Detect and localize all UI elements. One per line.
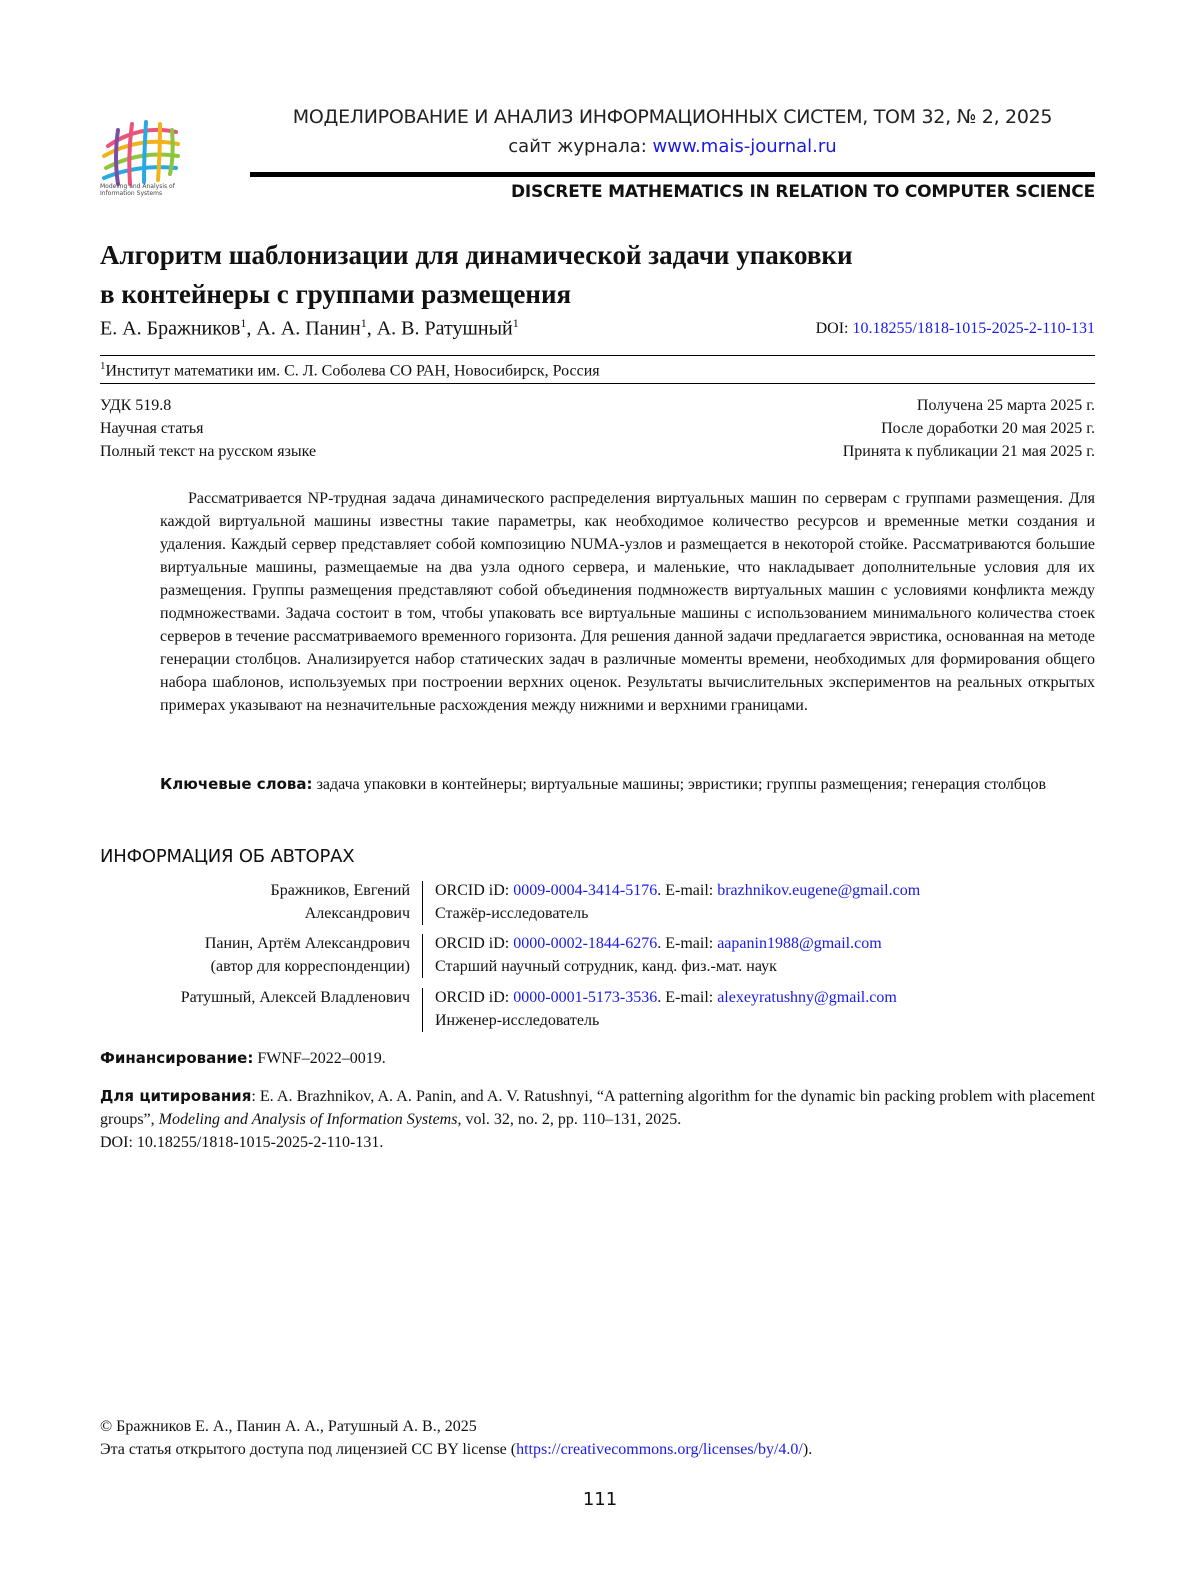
email-label: . E-mail: [657,935,714,952]
author-name: Е. А. Бражников [100,317,241,340]
journal-site-line [250,136,1095,157]
citation [100,1085,1095,1154]
article-dates [843,394,1095,463]
orcid-label: ORCID iD: [435,882,510,899]
author-info-divider [422,934,423,978]
article-type: Научная статья [100,420,204,437]
author-name-line-1: Бражников, Евгений [270,882,410,899]
title-line-2: в контейнеры с группами размещения [100,279,572,309]
author-sup: 1 [512,316,519,330]
udc: УДК 519.8 [100,397,172,414]
citation-text: : E. A. Brazhnikov, A. A. Panin, and A. V. Ratushnyi, “A patterning algorithm for the dynamic bin packing problem with placement groups”, [100,1088,1095,1128]
citation-doi: DOI: 10.18255/1818-1015-2025-2-110-131. [100,1134,384,1151]
license-end: ). [802,1441,813,1458]
author-info-name [100,932,410,978]
author-separator: , [246,317,257,340]
orcid-link[interactable]: 0009-0004-3414-5176 [513,882,658,899]
author-info-details [435,879,1095,925]
header-rule [250,172,1095,177]
accepted-date: Принята к публикации 21 мая 2025 г. [842,443,1095,460]
author-name-line-2: (автор для корреспонденции) [210,958,410,975]
citation-label: Для цитирования [100,1087,252,1105]
orcid-link[interactable]: 0000-0001-5173-3536 [513,989,658,1006]
affiliation-text: Институт математики им. С. Л. Соболева СО РАН, Новосибирск, Россия [105,362,600,380]
affiliation-rule-top [100,355,1095,356]
article-meta-left [100,394,316,463]
copyright-block [100,1415,812,1461]
doi-label: DOI: [815,320,849,337]
author-info-name [100,986,410,1009]
keywords-label: Ключевые слова: [160,775,313,793]
funding-text: FWNF–2022–0019. [257,1050,386,1067]
language-note: Полный текст на русском языке [100,443,317,460]
author-position: Старший научный сотрудник, канд. физ.-мат. наук [435,958,777,975]
affiliation-rule-bottom [100,383,1095,384]
article-title [100,236,1060,314]
email-link[interactable]: aapanin1988@gmail.com [717,935,882,952]
license-line [100,1438,812,1461]
email-label: . E-mail: [657,989,714,1006]
author-name-line-1: Панин, Артём Александрович [204,935,410,952]
license-link[interactable]: https://creativecommons.org/licenses/by/4.0/ [516,1441,803,1458]
author-position: Инженер-исследователь [435,1012,600,1029]
page-number: 111 [582,1489,618,1510]
funding [100,1049,386,1068]
email-label: . E-mail: [657,882,714,899]
site-link[interactable]: www.mais-journal.ru [652,136,837,157]
author-info-divider [422,881,423,925]
orcid-label: ORCID iD: [435,935,510,952]
funding-label: Финансирование: [100,1049,254,1067]
doi-link[interactable]: 10.18255/1818-1015-2025-2-110-131 [852,320,1095,337]
author-separator: , [366,317,377,340]
author-info-name [100,879,410,925]
author-list [100,316,519,341]
author-position: Стажёр-исследователь [435,905,589,922]
doi [816,320,1095,338]
revised-date: После доработки 20 мая 2025 г. [881,420,1095,437]
section-name: DISCRETE MATHEMATICS IN RELATION TO COMPUTER SCIENCE [510,182,1095,202]
author-name: А. В. Ратушный [376,317,513,340]
author-sup: 1 [360,316,367,330]
author-info-details [435,986,1095,1032]
keywords-text: задача упаковки в контейнеры; виртуальные машины; эвристики; группы размещения; генерация столбцов [316,776,1047,793]
title-line-1: Алгоритм шаблонизации для динамической задачи упаковки [100,240,853,270]
abstract: Рассматривается NP-трудная задача динамического распределения виртуальных машин по серверам с группами размещения. Для каждой виртуальной машины известны такие параметры, как необходимое количество ресурсов и временные метки создания и удаления. Каждый сервер представляет собой композицию NUMA-узлов и размещается в некоторой стойке. Рассматриваются большие виртуальные машины, размещаемые на два узла одного сервера, и маленькие, что накладывает дополнительные условия для их размещения. Группы размещения представляют собой объединения подмножеств виртуальных машин с условиями конфликта между подмножествами. Задача состоит в том, чтобы упаковать все виртуальные машины с использованием минимального количества стоек серверов в течение рассматриваемого временного горизонта. Для решения данной задачи предлагается эвристика, основанная на методе генерации столбцов. Анализируется набор статических задач в различные моменты времени, необходимых для формирования общего набора шаблонов, используемых при построении верхних оценок. Результаты вычислительных экспериментов на реальных открытых примерах указывают на незначительные расхождения между нижними и верхними границами. [160,490,1095,714]
affiliation [100,360,600,380]
keywords [160,773,1095,796]
author-name-line-2: Александрович [304,905,410,922]
affiliation-sup: 1 [100,360,106,372]
author-sup: 1 [240,316,247,330]
authors-info-title: ИНФОРМАЦИЯ ОБ АВТОРАХ [100,846,355,867]
site-label: сайт журнала: [508,136,647,157]
logo-text: Modeling and Analysis of Information Systems [100,183,175,197]
license-text: Эта статья открытого доступа под лицензией CC BY license ( [100,1441,517,1458]
author-info-divider [422,988,423,1032]
copyright: © Бражников Е. А., Панин А. А., Ратушный А. В., 2025 [100,1418,477,1435]
citation-text-end: , vol. 32, no. 2, pp. 110–131, 2025. [457,1111,682,1128]
citation-journal: Modeling and Analysis of Information Systems [158,1111,458,1128]
received-date: Получена 25 марта 2025 г. [916,397,1095,414]
email-link[interactable]: brazhnikov.eugene@gmail.com [717,882,921,899]
email-link[interactable]: alexeyratushny@gmail.com [717,989,897,1006]
author-name-line-1: Ратушный, Алексей Владленович [180,989,410,1006]
author-info-details [435,932,1095,978]
orcid-link[interactable]: 0000-0002-1844-6276 [513,935,658,952]
author-name: А. А. Панин [256,317,361,340]
orcid-label: ORCID iD: [435,989,510,1006]
journal-title: МОДЕЛИРОВАНИЕ И АНАЛИЗ ИНФОРМАЦИОННЫХ СИСТЕМ, ТОМ 32, № 2, 2025 [292,106,1053,128]
